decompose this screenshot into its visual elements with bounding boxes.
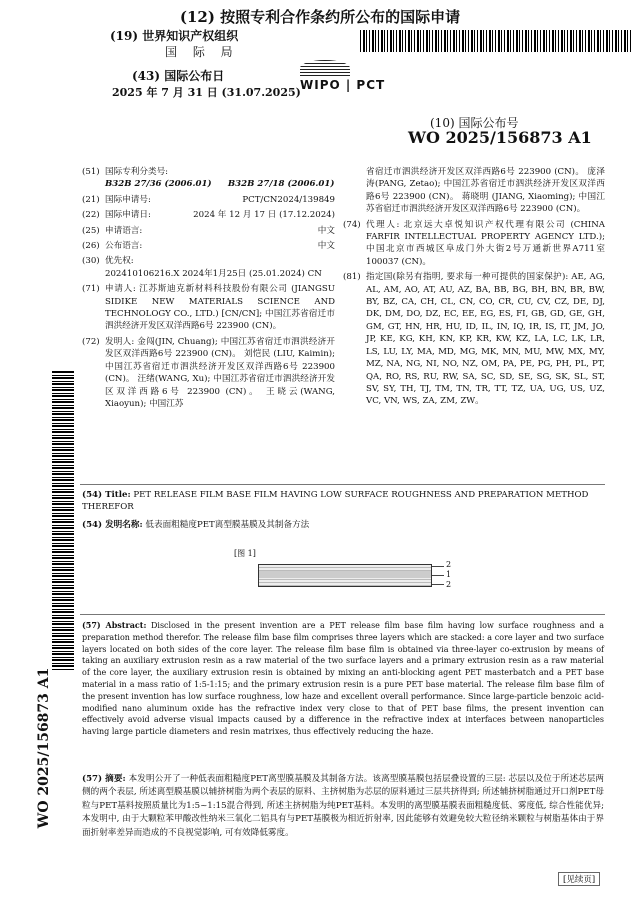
title-english: (54) Title: PET RELEASE FILM BASE FILM HAVING LOW SURFACE ROUGHNESS AND PREPARATION METHOD THEREFOR [82, 490, 589, 512]
left-bibliographic-column [82, 166, 335, 413]
leader-line [432, 575, 444, 576]
publication-number-label: (10) 国际公布号 [430, 116, 519, 130]
divider [80, 614, 605, 615]
org-line2: 国 际 局 [165, 45, 239, 59]
agent: 代理人: 北京远大卓悦知识产权代理有限公司 (CHINA FARFIR INTELLECTUAL PROPERTY AGENCY LTD.); 中国北京市西城区阜成门外大街2号万通新世界A711室 100037 (CN)。 [366, 219, 605, 267]
ref-numeral-1: 1 [446, 570, 452, 579]
ipc-class-1: B32B 27/36 (2006.01) [105, 179, 212, 190]
organization-name [110, 28, 239, 60]
ref-numeral-2-top: 2 [446, 560, 452, 569]
side-publication-number: WO 2025/156873 A1 [36, 667, 52, 829]
figure-label: [图 1] [234, 549, 256, 558]
right-bibliographic-column [343, 166, 605, 411]
divider [80, 484, 605, 485]
publication-date: 2025 年 7 月 31 日 (31.07.2025) [112, 86, 301, 99]
title-chinese: (54) 发明名称: 低表面粗糙度PET离型膜基膜及其制备方法 [82, 520, 310, 530]
field-21: (21) 国际申请号: PCT/CN2024/139849 [82, 194, 335, 205]
field-74: (74) 代理人: 北京远大卓悦知识产权代理有限公司 (CHINA FARFIR INTELLECTUAL PROPERTY AGENCY LTD.); 中国北京市西城区阜成门外大街2号万通新世界A711室 100037 (CN)。 [343, 219, 605, 267]
publication-date-label: (43) 国际公布日 [132, 69, 225, 83]
field-81: (81) 指定国(除另有指明, 要求每一种可提供的国家保护): AE, AG, AL, AM, AO, AT, AU, AZ, BA, BB, BG, BH, BN, BR, BW, BY, BZ, CA, CH, CL, CN, CO, CR, CU, CV, CZ, DE, DJ, DK, DM, DO, DZ, EC, EE, EG, ES, FI, GB, GD, GE, GH, GM, GT, HN, HR, HU, ID, IL, IN, IQ, IR, IS, IT, JM, JO, JP, KE, KG, KH, KN, KP, KR, KW, KZ, LA, LC, LK, LR, LS, LU, LY, MA, MD, MG, MK, MN, MU, MW, MX, MY, MZ, NA, NG, NI, NO, NZ, OM, PA, PE, PG, PH, PL, PT, QA, RO, RS, RU, RW, SA, SC, SD, SE, SG, SK, SL, ST, SV, SY, TH, TJ, TM, TN, TR, TT, TZ, UA, UG, US, UZ, VC, VN, WS, ZA, ZM, ZW。 [343, 272, 605, 407]
filing-date: 2024 年 12 月 17 日 (17.12.2024) [193, 210, 335, 221]
leader-line [432, 566, 444, 567]
wipo-logo-icon [300, 60, 350, 76]
abstract-english: (57) Abstract: Disclosed in the present invention are a PET release film base film having low surface roughness and a preparation method therefor. The release film base film comprises three layers which are stacked: a core layer and two surface layers located on both sides of the core layer. The release film base film is obtained via three-layer co-extrusion by means of taking an auxiliary extrusion resin as a raw material of the two surface layers and a primary extrusion resin as a raw material of the core layer, the auxiliary extrusion resin is obtained by mixing an anti-blocking agent PET masterbatch and a PET base material in a mass ratio of 1:5-1:15; and the primary extrusion resin is a pure PET base material. The release film base film of the present invention has low surface roughness, low haze and excellent overall performance. Since large-particle benzoic acid-modified nano aluminum oxide has the refractive index very close to that of PET base films, the present invention can effectively avoid adverse visual impacts caused by a difference in the refractive index at interfaces between nanoparticles having large particle diameters and resin matrixes, thus effectively reducing the haze. [82, 620, 605, 737]
inventors: 发明人: 金闯(JIN, Chuang); 中国江苏省宿迁市泗洪经济开发区双洋西路6号 223900 (CN)。 刘恺民 (LIU, Kaimin); 中国江苏省宿迁市泗洪经济开发区双洋西路6号 223900 (CN)。 汪绪(WANG, Xu); 中国江苏省宿迁市泗洪经济开发区双洋西路6号 223900 (CN)。 王晓云(WANG, Xiaoyun); 中国江苏 [105, 336, 335, 409]
designated-states: 指定国(除另有指明, 要求每一种可提供的国家保护): AE, AG, AL, AM, AO, AT, AU, AZ, BA, BB, BG, BH, BN, BR, BW, BY, BZ, CA, CH, CL, CN, CO, CR, CU, CV, CZ, DE, DJ, DK, DM, DO, DZ, EC, EE, EG, ES, FI, GB, GD, GE, GH, GM, GT, HN, HR, HU, ID, IL, IN, IQ, IR, IS, IT, JM, JO, JP, KE, KG, KH, KN, KP, KR, KW, KZ, LA, LC, LK, LR, LS, LU, LY, MA, MD, MG, MK, MN, MU, MW, MX, MY, MZ, NA, NG, NI, NO, NZ, OM, PA, PE, PG, PH, PL, PT, QA, RO, RS, RU, RW, SA, SC, SD, SE, SG, SK, SL, ST, SV, SY, TH, TJ, TM, TN, TR, TT, TZ, UA, UG, US, UZ, VC, VN, WS, ZA, ZM, ZW。 [366, 272, 605, 407]
continued-on-next-page: [见续页] [558, 872, 600, 886]
core-layer-drawing [259, 571, 431, 578]
field-51: (51) 国际专利分类号: B32B 27/36 (2006.01) B32B 27/18 (2006.01) [82, 167, 335, 190]
field-71: (71) 申请人: 江苏斯迪克新材料科技股份有限公司 (JIANGSU SIDIKE NEW MATERIALS SCIENCE AND TECHNOLOGY CO., LTD.) [CN/CN]; 中国江苏省宿迁市泗洪经济开发区双洋西路6号 223900 (CN)。 [82, 284, 335, 332]
inventors-continued: 省宿迁市泗洪经济开发区双洋西路6号 223900 (CN)。 庞泽涛(PANG, Zetao); 中国江苏省宿迁市泗洪经济开发区双洋西路6号 223900 (CN)。 蒋晓明 (JIANG, Xiaoming); 中国江苏省宿迁市泗洪经济开发区双洋西路6号 223900 (CN)。 [366, 167, 605, 215]
document-title: (12) 按照专利合作条约所公布的国际申请 [179, 8, 461, 26]
side-barcode-image [52, 370, 74, 670]
wipo-pct-text: WIPO | PCT [300, 78, 386, 92]
field-25: (25) 申请语言: 中文 [82, 225, 335, 236]
ipc-class-2: B32B 27/18 (2006.01) [227, 179, 335, 190]
application-number: PCT/CN2024/139849 [242, 194, 335, 205]
field-72: (72) 发明人: 金闯(JIN, Chuang); 中国江苏省宿迁市泗洪经济开发区双洋西路6号 223900 (CN)。 刘恺民 (LIU, Kaimin); 中国江苏省宿迁市泗洪经济开发区双洋西路6号 223900 (CN)。 汪绪(WANG, Xu); 中国江苏省宿迁市泗洪经济开发区双洋西路6号 223900 (CN)。 王晓云(WANG, Xiaoyun); 中国江苏 [82, 336, 335, 409]
priority-data: 202410106216.X 2024年1月25日 (25.01.2024) CN [105, 268, 322, 279]
barcode-image [360, 30, 632, 52]
applicant: 申请人: 江苏斯迪克新材料科技股份有限公司 (JIANGSU SIDIKE NEW MATERIALS SCIENCE AND TECHNOLOGY CO., LTD.) [CN/CN]; 中国江苏省宿迁市泗洪经济开发区双洋西路6号 223900 (CN)。 [105, 284, 335, 332]
publication-number: WO 2025/156873 A1 [408, 128, 592, 147]
leader-line [432, 584, 444, 585]
org-line1: (19) 世界知识产权组织 [110, 29, 239, 43]
field-30: (30) 优先权: 202410106216.X 2024年1月25日 (25.01.2024) CN [82, 255, 335, 280]
ref-numeral-2-bottom: 2 [446, 580, 452, 589]
field-26: (26) 公布语言: 中文 [82, 241, 335, 252]
abstract-chinese: (57) 摘要: 本发明公开了一种低表面粗糙度PET离型膜基膜及其制备方法。该离型膜基膜包括层叠设置的三层: 芯层以及位于所述芯层两侧的两个表层, 所述离型膜基膜以辅挤树脂为两个表层的原料、主挤树脂为芯层的原料通过三层共挤得到; 所述辅挤树脂通过开口剂PET母粒与PET基料按照质量比为1:5~1:15混合得到, 所述主挤树脂为纯PET基料。本发明的离型膜基膜表面粗糙度低、雾度低, 综合性能优异; 本发明中, 由于大颗粒苯甲酸改性纳米三氧化二铝具有与PET基膜极为相近折射率, 因此能够有效避免较大粒径纳米颗粒与树脂基体由于界面折射率差异而造成的不良视觉影响, 可有效降低雾度。 [82, 774, 604, 838]
field-22: (22) 国际申请日: 2024 年 12 月 17 日 (17.12.2024) [82, 210, 335, 221]
